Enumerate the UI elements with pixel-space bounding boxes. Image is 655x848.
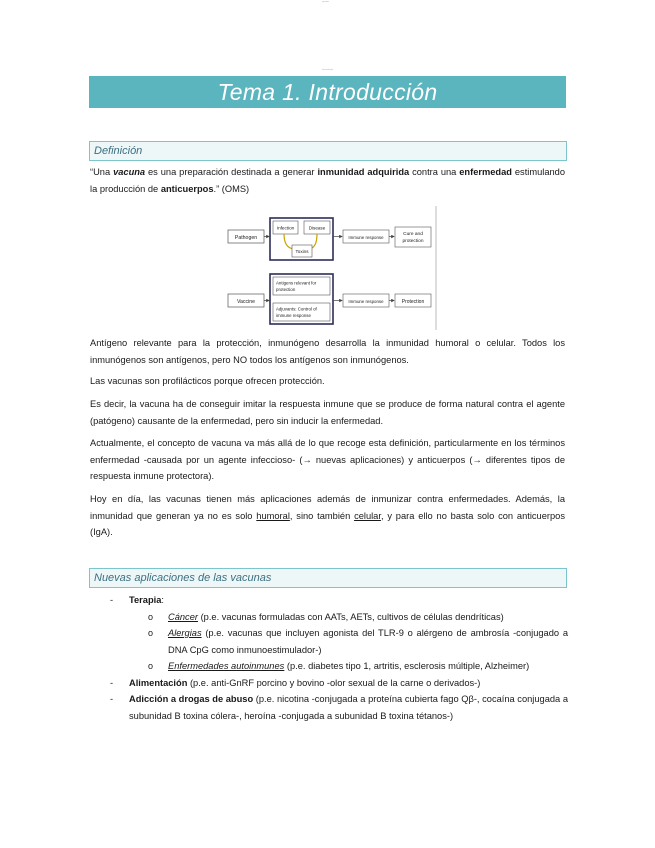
section-heading-aplicaciones: Nuevas aplicaciones de las vacunas	[89, 568, 567, 588]
list-item-adiccion	[108, 691, 568, 724]
aplicaciones-list	[108, 592, 568, 724]
header-mark: Inmunología	[322, 69, 334, 71]
paragraph-hoy-en-dia	[90, 491, 565, 541]
alimentacion-label: Alimentación	[129, 677, 188, 688]
term-humoral: humoral	[256, 510, 290, 521]
toxins-label: Toxins	[295, 249, 309, 254]
terapia-label: Terapia	[129, 595, 162, 605]
paragraph-actualmente: Actualmente, el concepto de vacuna va más allá de lo que recoge esta definición, particularmente en los términos enfermedad -causada por un agente infeccioso- (→ nuevas aplicaciones) y anticuerpos (→ diferentes tipos de respuesta inmune protectora).	[90, 438, 565, 481]
quote-text: es una preparación destinada a generar	[145, 167, 318, 177]
list-item-terapia	[108, 592, 568, 675]
page-top-mark: apuntes	[322, 1, 330, 3]
term-inmunidad: inmunidad adquirida	[317, 167, 410, 177]
adiccion-label: Adicción a drogas de abuso	[129, 694, 254, 704]
terapia-colon: :	[161, 595, 164, 605]
cure-box	[395, 227, 431, 247]
immune-response-label-1: Immune response	[348, 235, 384, 240]
immune-response-label-2: Immune response	[348, 299, 384, 304]
paragraph-profilacticos: Las vacunas son profilácticos porque ofrecen protección.	[90, 376, 325, 386]
paragraph-es-decir: Es decir, la vacuna ha de conseguir imitar la respuesta inmune que se produce de forma natural contra el agente (patógeno) causante de la enfermedad, pero sin inducir la enfermedad.	[90, 399, 565, 426]
quote-text: .” (OMS)	[213, 183, 250, 194]
cancer-label: Cáncer	[168, 611, 198, 622]
paragraph-antigeno: Antígeno relevante para la protección, inmunógeno desarrolla la inmunidad humoral o celular. Todos los inmunógenos son antígenos, pero NO todos los antígenos son inmunógenos.	[90, 338, 565, 365]
terapia-sublist	[129, 609, 568, 675]
term-anticuerpos: anticuerpos	[160, 183, 214, 194]
term-enfermedad: enfermedad	[459, 167, 512, 177]
list-item-cancer	[129, 609, 568, 626]
protection-label: Protection	[401, 299, 425, 305]
list-item-autoinmunes	[129, 658, 568, 675]
disease-label: Disease	[308, 225, 326, 231]
alergias-text: (p.e. vacunas que incluyen agonista del TLR-9 o alérgeno de ambrosía -conjugado a DNA CpG como inmunoestimulador-)	[168, 628, 568, 655]
page-title: Tema 1. Introducción	[89, 76, 566, 108]
list-item-alimentacion	[108, 675, 568, 692]
adjuvants-label-2: immune response	[276, 313, 311, 318]
antigens-label-1: Antigens relevant for	[276, 280, 317, 286]
cure-label-2: protection	[402, 239, 424, 244]
list-item-alergias	[129, 625, 568, 658]
definition-quote	[90, 164, 565, 197]
autoinmunes-text: (p.e. diabetes tipo 1, artritis, esclerosis múltiple, Alzheimer)	[284, 661, 530, 671]
pathogen-label: Pathogen	[234, 235, 258, 241]
term-vacuna: vacuna	[113, 167, 146, 177]
para-text: Hoy en día, las vacunas tienen más aplicaciones además de inmunizar contra enfermedades. Además, la inmunidad que generan ya no es solo	[90, 494, 565, 521]
term-celular: celular	[354, 510, 381, 521]
antigens-label-2: protection	[276, 287, 296, 292]
infection-label: Infection	[276, 225, 295, 231]
alergias-label: Alergias	[168, 628, 202, 638]
cancer-text: (p.e. vacunas formuladas con AATs, AETs, cultivos de células dendríticas)	[197, 611, 504, 622]
vaccine-label: Vaccine	[236, 299, 256, 305]
quote-text: contra una	[409, 167, 460, 177]
vaccine-diagram	[224, 204, 440, 332]
para-text: , sino también	[289, 510, 355, 521]
para-text: , y para ello no basta solo con anticuerpos (IgA).	[90, 510, 565, 537]
section-heading-definicion: Definición	[89, 141, 567, 161]
alimentacion-text: (p.e. anti-GnRF porcino y bovino -olor sexual de la carne o derivados-)	[187, 677, 481, 688]
quote-text: estimulando la producción de	[90, 167, 566, 194]
cure-label-1: Cure and	[403, 232, 423, 237]
quote-text: “Una	[90, 167, 114, 177]
adjuvants-label-1: Adjuvants: Control of	[276, 306, 317, 312]
adiccion-text: (p.e. nicotina -conjugada a proteína cubierta fago Qβ-, cocaína conjugada a subunidad B toxina cólera-, heroína -conjugada a subunidad B toxina tétanos-)	[129, 694, 569, 721]
autoinmunes-label: Enfermedades autoinmunes	[168, 661, 285, 671]
